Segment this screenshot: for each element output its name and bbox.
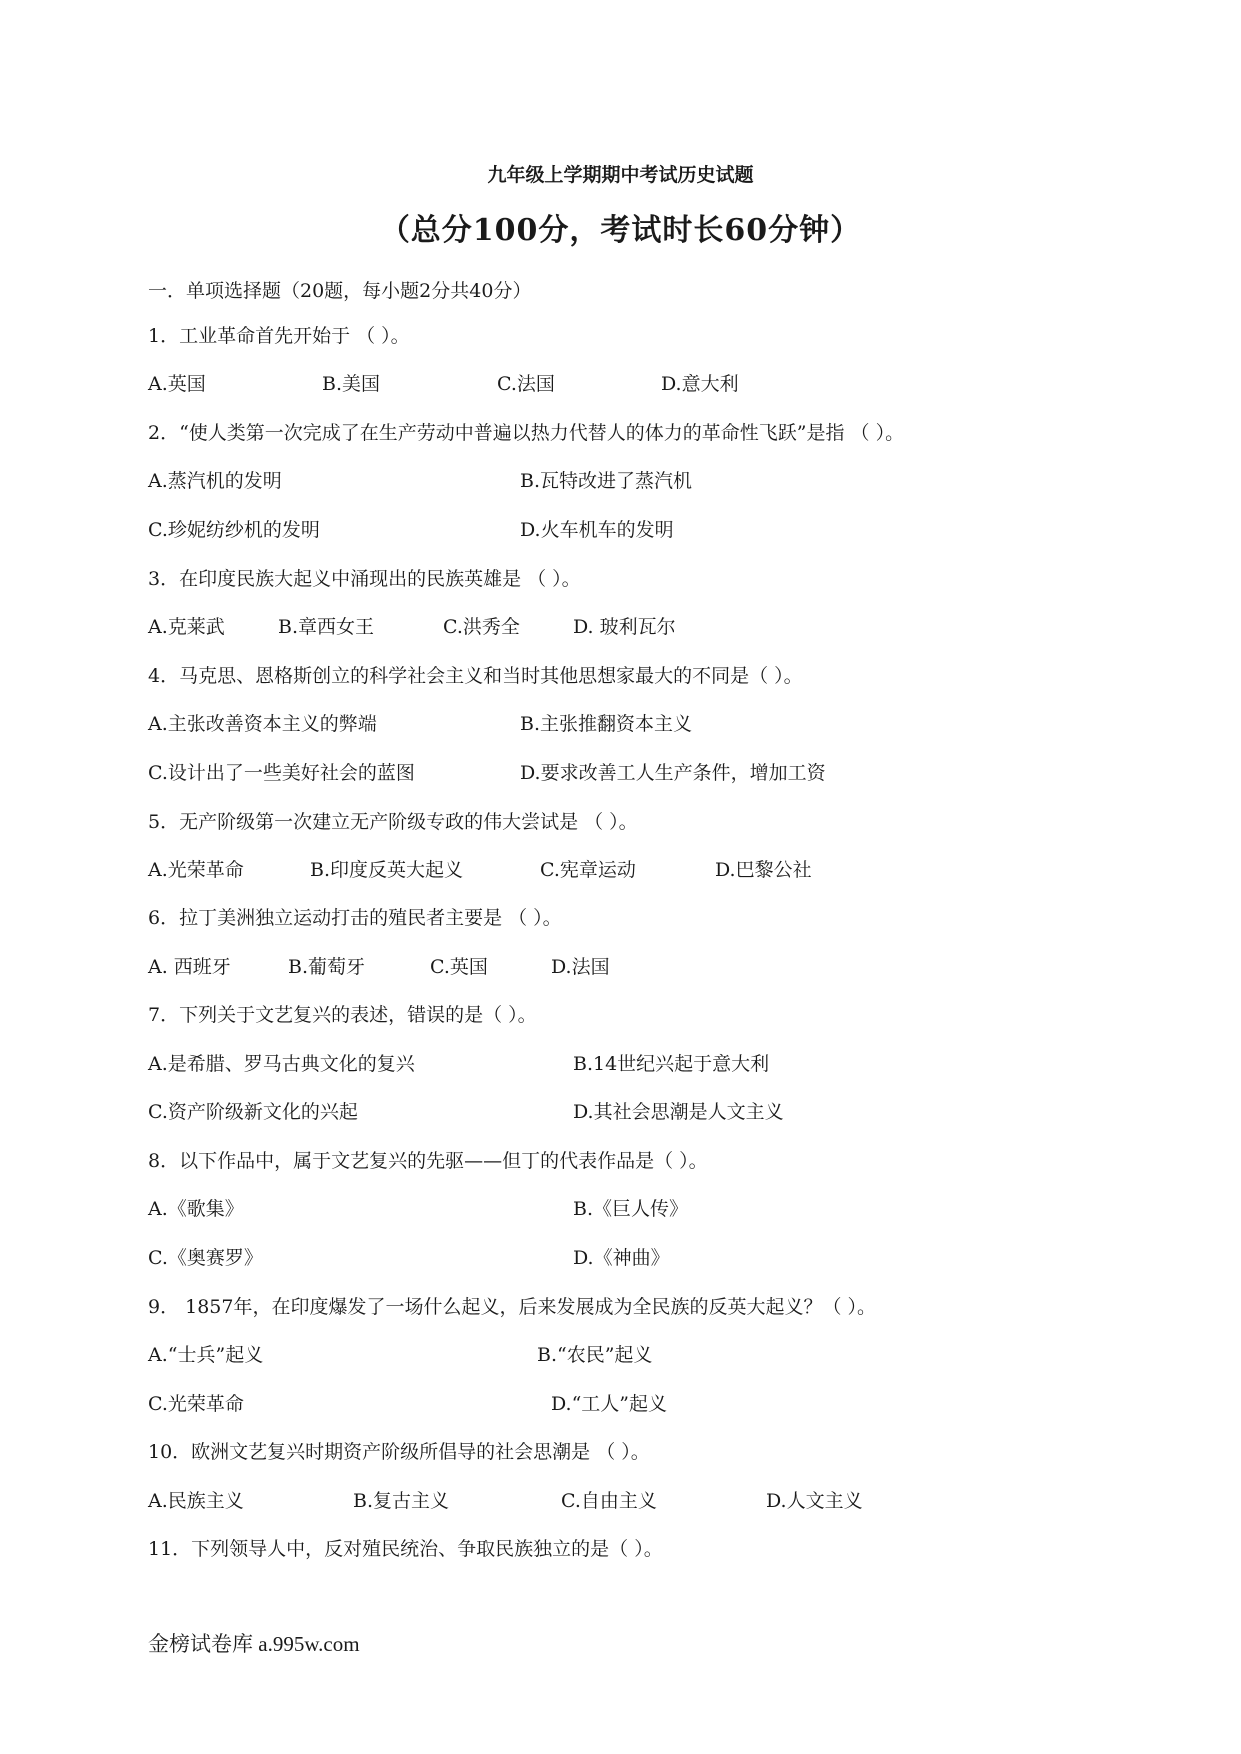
q10-option-a: A.民族主义: [148, 1490, 244, 1512]
q6-option-c: C.英国: [430, 956, 488, 978]
q3-option-c: C.洪秀全: [443, 616, 520, 638]
q2-option-a: A.蒸汽机的发明: [148, 470, 282, 492]
q4-option-a: A.主张改善资本主义的弊端: [148, 713, 377, 735]
question-10: 10．欧洲文艺复兴时期资产阶级所倡导的社会思潮是 （ ）。: [148, 1441, 650, 1463]
question-5: 5．无产阶级第一次建立无产阶级专政的伟大尝试是 （ ）。: [148, 811, 638, 833]
question-1: 1．工业革命首先开始于 （ ）。: [148, 325, 410, 347]
q3-option-a: A.克莱武: [148, 616, 225, 638]
footer-source: 金榜试卷库 a.995w.com: [148, 1632, 360, 1656]
q10-option-d: D.人文主义: [766, 1490, 863, 1512]
q6-option-b: B.葡萄牙: [288, 956, 366, 978]
q4-option-d: D.要求改善工人生产条件，增加工资: [520, 762, 826, 784]
q1-option-d: D.意大利: [661, 373, 739, 395]
question-2: 2．“使人类第一次完成了在生产劳动中普遍以热力代替人的体力的革命性飞跃”是指 （ ）。: [148, 422, 905, 444]
q2-option-d: D.火车机车的发明: [520, 519, 674, 541]
q3-option-b: B.章西女王: [278, 616, 375, 638]
q4-option-b: B.主张推翻资本主义: [520, 713, 693, 735]
question-9: 9． 1857年，在印度爆发了一场什么起义，后来发展成为全民族的反英大起义？（ ）。: [148, 1296, 877, 1318]
q7-option-b: B.14世纪兴起于意大利: [573, 1053, 770, 1075]
q3-option-d: D. 玻利瓦尔: [573, 616, 676, 638]
q7-option-a: A.是希腊、罗马古典文化的复兴: [148, 1053, 415, 1075]
q6-option-a: A. 西班牙: [148, 956, 231, 978]
q8-option-b: B.《巨人传》: [573, 1198, 689, 1220]
q2-option-b: B.瓦特改进了蒸汽机: [520, 470, 693, 492]
question-6: 6．拉丁美洲独立运动打击的殖民者主要是 （ ）。: [148, 907, 562, 929]
section-heading: 一．单项选择题（20题，每小题2分共40分）: [148, 280, 532, 302]
q5-option-d: D.巴黎公社: [715, 859, 812, 881]
q9-option-c: C.光荣革命: [148, 1393, 244, 1415]
q1-option-c: C.法国: [497, 373, 555, 395]
question-3: 3．在印度民族大起义中涌现出的民族英雄是 （ ）。: [148, 568, 581, 590]
question-7: 7．下列关于文艺复兴的表述，错误的是（ ）。: [148, 1004, 537, 1026]
q7-option-c: C.资产阶级新文化的兴起: [148, 1101, 358, 1123]
q1-option-b: B.美国: [322, 373, 381, 395]
q8-option-d: D.《神曲》: [573, 1247, 670, 1269]
q8-option-c: C.《奥赛罗》: [148, 1247, 263, 1269]
q9-option-d: D.“工人”起义: [551, 1393, 668, 1415]
question-4: 4．马克思、恩格斯创立的科学社会主义和当时其他思想家最大的不同是（ ）。: [148, 665, 803, 687]
q9-option-a: A.“士兵”起义: [148, 1344, 264, 1366]
page-subtitle: （总分100分，考试时长60分钟）: [379, 213, 862, 248]
q7-option-d: D.其社会思潮是人文主义: [573, 1101, 784, 1123]
page-title: 九年级上学期期中考试历史试题: [487, 164, 754, 186]
q5-option-a: A.光荣革命: [148, 859, 244, 881]
question-11: 11．下列领导人中，反对殖民统治、争取民族独立的是（ ）。: [148, 1538, 663, 1560]
q6-option-d: D.法国: [551, 956, 610, 978]
q10-option-b: B.复古主义: [353, 1490, 450, 1512]
q4-option-c: C.设计出了一些美好社会的蓝图: [148, 762, 415, 784]
q8-option-a: A.《歌集》: [148, 1198, 244, 1220]
q9-option-b: B.“农民”起义: [537, 1344, 653, 1366]
q1-option-a: A.英国: [148, 373, 206, 395]
q5-option-b: B.印度反英大起义: [310, 859, 464, 881]
q5-option-c: C.宪章运动: [540, 859, 636, 881]
q2-option-c: C.珍妮纺纱机的发明: [148, 519, 320, 541]
question-8: 8．以下作品中，属于文艺复兴的先驱——但丁的代表作品是（ ）。: [148, 1150, 708, 1172]
q10-option-c: C.自由主义: [561, 1490, 657, 1512]
